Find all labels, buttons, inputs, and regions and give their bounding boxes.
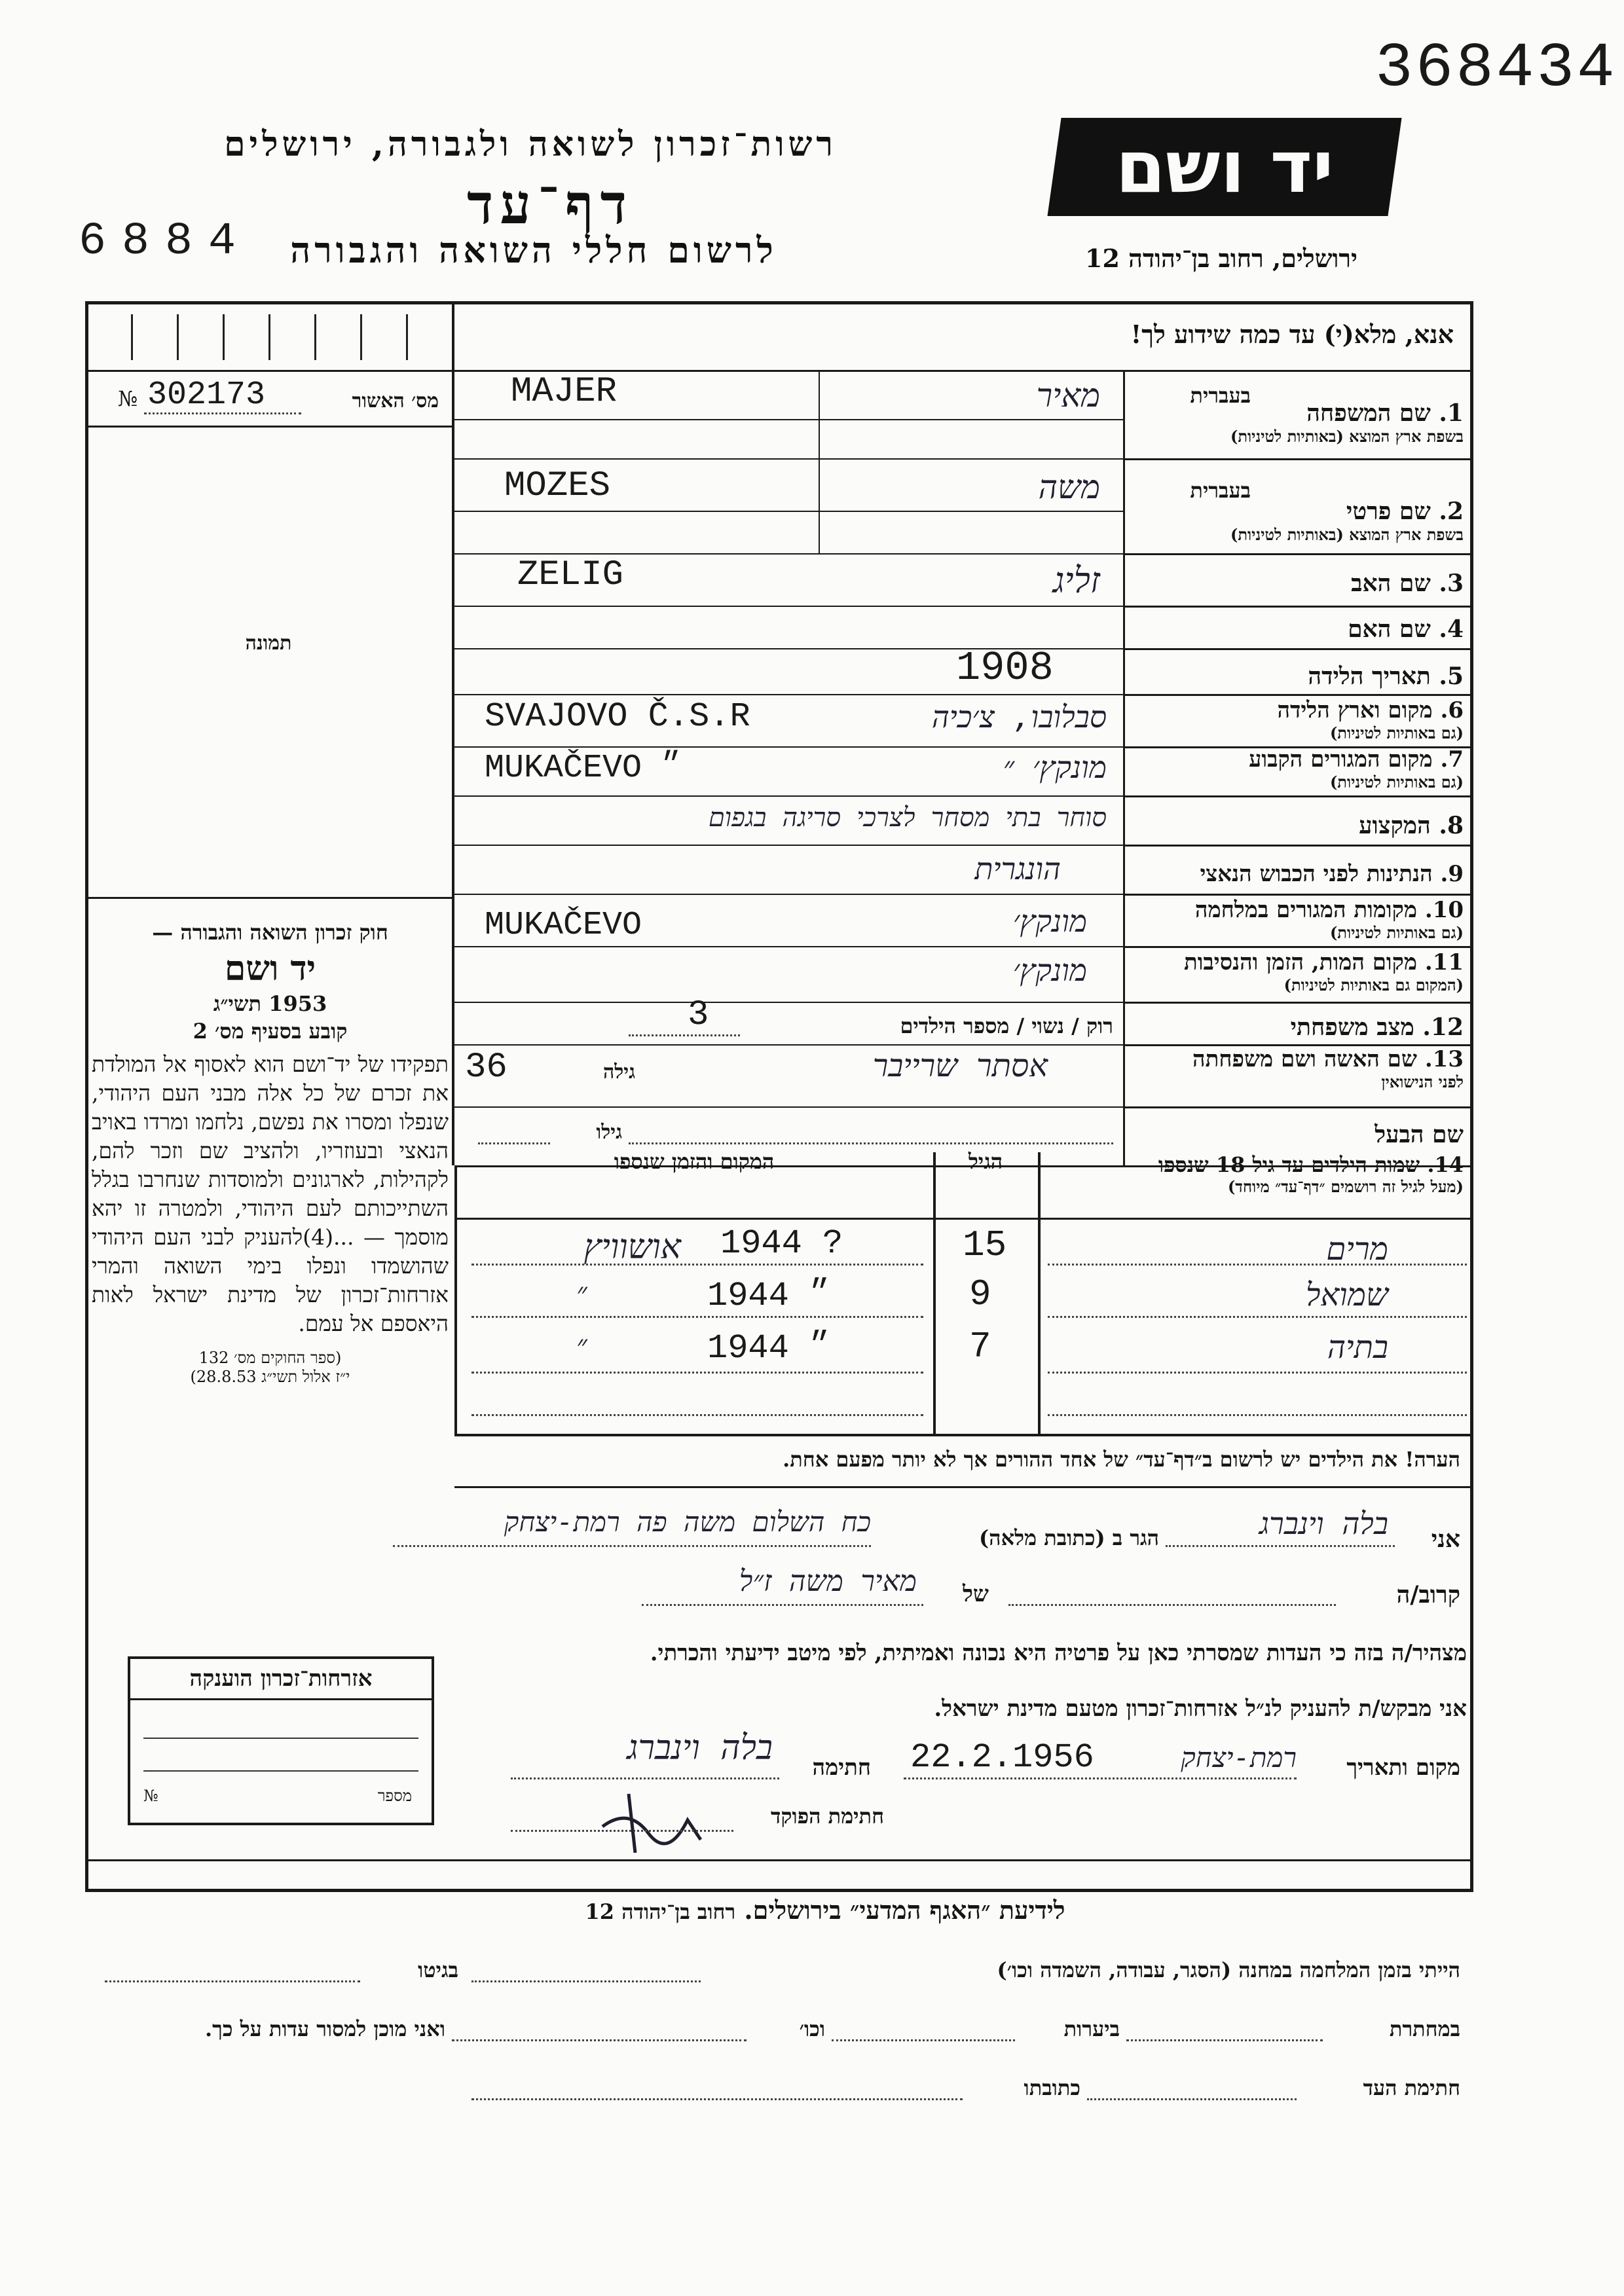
law-box [92, 920, 449, 1387]
child-3-place: ״ [576, 1329, 587, 1362]
decl-date: 22.2.1956 [910, 1738, 1094, 1777]
field-4-label: 4. שם האם [1348, 615, 1464, 643]
father-hebrew: זליג [1052, 560, 1100, 601]
children-note: הערה! את הילדים יש לרשום ב״דף־עד״ של אחד ההורים אך לא יותר מפעם אחת. [783, 1447, 1460, 1472]
citizenship-title: אזרחות־זכרון הוענקה [130, 1659, 432, 1700]
cert-number: 302173 [147, 376, 266, 414]
cert-prefix: № [118, 386, 138, 411]
field-10-label: 10. מקומות המגורים במלחמה (גם באותיות לטיניות) [1194, 897, 1464, 942]
law-year: 1953 [268, 991, 327, 1016]
witness-title: לידיעת ״האגף המדעי״ בירושלים. רחוב בן־יהודה 12 [585, 1895, 1065, 1925]
field-1-heb-tag: בעברית [1190, 383, 1251, 408]
witness-underground: במחתרת [1389, 2016, 1460, 2041]
law-text: תפקידו של יד־ושם הוא לאסוף אל המולדת את זכרם של כל אלה מבני העם היהודי, שנפלו ומסרו את נפשם, נלחמו ומרדו באויב הנאצי ובעוזריו, ולהציב שם וזכר להם, לקהילות, לארגונים ולמוסדות שנחרבו בגלל השתייכותם לעם היהודי, ולמטרה זו יהא מוסמך — ...(4)להעניק לבני העם היהודי שהושמדו ונפלו בימי השואה והמרי אזרחות־זכרון של מדינת ישראל לאות היאספם אל עמם. [92, 1051, 449, 1336]
children-age-col: הגיל [968, 1149, 1003, 1174]
relative-name: מאיר משה ז״ל [739, 1565, 917, 1598]
signature-label: חתימה [812, 1755, 871, 1781]
archive-number: 368434 [1375, 33, 1617, 104]
decl-residing: הגר ב (כתובת מלאה) [979, 1525, 1159, 1550]
witness-line-1: הייתי בזמן המלחמה במחנה (הסגר, עבודה, השמדה וכו׳) [997, 1958, 1460, 1982]
citizenship-box [128, 1656, 434, 1825]
occupation: סוחר בתי מסחר לצרכי סריגה בגפום [708, 803, 1107, 833]
marital-options: רוק / נשוי / מספר הילדים [900, 1013, 1113, 1038]
child-1-place: אושוויץ [583, 1228, 681, 1267]
record-number: 6884 [79, 216, 252, 268]
husband-age-label: גילו [596, 1121, 622, 1144]
residence-latin: MUKAČEVO ״ [485, 750, 682, 787]
children-place-col: המקום והזמן שנספו [614, 1149, 775, 1174]
witness-ready: ואני מוכן למסור עדות על כך. [204, 2016, 445, 2041]
child-2-year: 1944 ״ [707, 1277, 830, 1315]
child-1-age: 15 [963, 1224, 1007, 1266]
authority-title: רשות־זכרון לשואה ולגבורה, ירושלים [224, 124, 837, 164]
field-12-label: 12. מצב משפחתי [1290, 1013, 1464, 1041]
law-ref-2: י״ז אלול תשי״ג 28.8.53) [190, 1368, 350, 1386]
photo-label: תמונה [245, 632, 292, 655]
cert-label: מס׳ האשור [352, 390, 439, 412]
field-11-label: 11. מקום המות, הזמן והנסיבות (המקום גם באותיות לטיניות) [1183, 949, 1464, 994]
war-residence-hebrew: מונקץ׳ [1012, 903, 1087, 939]
law-ref-1: (ספר החוקים מס׳ 132 [198, 1349, 342, 1367]
field-3-label: 3. שם האב [1351, 570, 1464, 597]
decl-of: של [963, 1581, 989, 1607]
surname-latin: MAJER [511, 372, 618, 412]
children-count: 3 [688, 995, 709, 1035]
husband-label: שם הבעל [1375, 1121, 1464, 1148]
official-signature [589, 1781, 720, 1859]
firstname-hebrew: משה [1038, 468, 1100, 506]
logo-text: יד ושם [1115, 125, 1334, 209]
birthplace-hebrew: סבלובו, צ׳כיה [931, 699, 1107, 735]
law-name: יד ושם [224, 949, 316, 989]
declarant-name: בלה וינברג [1259, 1506, 1388, 1541]
header-address: ירושלים, רחוב בן־יהודה 12 [1085, 244, 1357, 273]
field-8-label: 8. המקצוע [1359, 812, 1464, 839]
child-2-place: ״ [576, 1277, 587, 1310]
field-1-label: 1. שם המשפחה בשפת ארץ המוצא (באותיות לטיניות) [1230, 399, 1464, 446]
war-residence-latin: MUKAČEVO [485, 907, 642, 944]
surname-hebrew: מאיר [1036, 376, 1100, 414]
child-2-age: 9 [969, 1273, 991, 1315]
witness-address-label: כתובתו [1024, 2075, 1080, 2100]
yad-vashem-logo [1047, 118, 1401, 216]
residence-hebrew: מונקץ׳ ״ [1003, 750, 1107, 785]
citizenship-number-label: מספר [377, 1787, 412, 1805]
birthplace-latin: SVAJOVO Č.S.R [485, 697, 750, 736]
witness-etc: וכו׳ [799, 2016, 825, 2041]
wife-age: 36 [465, 1048, 507, 1087]
wife-name: אסתר שרייבר [872, 1048, 1048, 1084]
citizenship-number-prefix: № [143, 1787, 158, 1805]
official-sig-label: חתימת הפוקד [771, 1804, 884, 1829]
nationality: הונגרית [974, 851, 1061, 886]
father-latin: ZELIG [517, 555, 624, 595]
child-1-name: מרים [1326, 1231, 1388, 1267]
law-year-heb: תשי״ג [213, 991, 262, 1016]
field-13-label: 13. שם האשה ושם משפחתה לפני הנישואין [1192, 1046, 1464, 1091]
form-title: דף־עד [466, 172, 633, 236]
form-subtitle: לרשום חללי השואה והגבורה [290, 229, 777, 271]
decl-relative-label: קרוב/ה [1396, 1581, 1460, 1609]
witness-forests: ביערות [1063, 2016, 1120, 2041]
witness-ghetto: בגיטו [418, 1958, 458, 1982]
field-5-label: 5. תאריך הלידה [1308, 663, 1464, 690]
law-clause: קובע בסעיף מס׳ 2 [193, 1019, 348, 1044]
death-place: מונקץ׳ [1012, 953, 1087, 988]
decl-place: רמת-יצחק [1181, 1741, 1297, 1774]
field-9-label: 9. הנתינות לפני הכבוש הנאצי [1200, 861, 1464, 887]
declarant-address: כח השלום משה פה רמת-יצחק [504, 1506, 871, 1538]
child-2-name: שמואל [1306, 1277, 1388, 1313]
place-date-label: מקום ותאריך [1346, 1755, 1460, 1781]
form-instructions: אנא, מלא(י) עד כמה שידוע לך! [1130, 319, 1454, 349]
wife-age-label: גילה [602, 1061, 635, 1084]
field-2-label: 2. שם פרטי בשפת ארץ המוצא (באותיות לטיניות) [1230, 498, 1464, 544]
tick-marks [92, 308, 445, 367]
witness-signature-label: חתימת העד [1363, 2075, 1460, 2100]
child-3-age: 7 [969, 1326, 991, 1368]
birth-date: 1908 [956, 645, 1054, 691]
law-title: חוק זכרון השואה והגבורה — [152, 920, 388, 945]
declarant-signature: בלה וינברג [627, 1728, 773, 1768]
children-header: 14. שמות הילדים עד גיל 18 שנספו (מעל לגיל זה רושמים ״דף־עד״ מיוחד) [1158, 1152, 1464, 1196]
child-1-year: 1944 ? [720, 1224, 843, 1263]
field-7-label: 7. מקום המגורים הקבוע (גם באותיות לטיניות) [1249, 746, 1464, 792]
decl-request: אני מבקש/ת להעניק לנ״ל אזרחות־זכרון מטעם מדינת ישראל. [934, 1696, 1467, 1722]
child-3-year: 1944 ״ [707, 1329, 830, 1368]
firstname-latin: MOZES [504, 466, 611, 506]
decl-ani: אני [1431, 1525, 1460, 1553]
field-6-label: 6. מקום וארץ הלידה (גם באותיות לטיניות) [1277, 697, 1464, 742]
decl-statement: מצהיר/ה בזה כי העדות שמסרתי כאן על פרטיה היא נכונה ואמיתית, לפי מיטב ידיעתי והכרתי. [650, 1640, 1467, 1666]
field-2-heb-tag: בעברית [1190, 478, 1251, 503]
child-3-name: בתיה [1327, 1329, 1388, 1366]
